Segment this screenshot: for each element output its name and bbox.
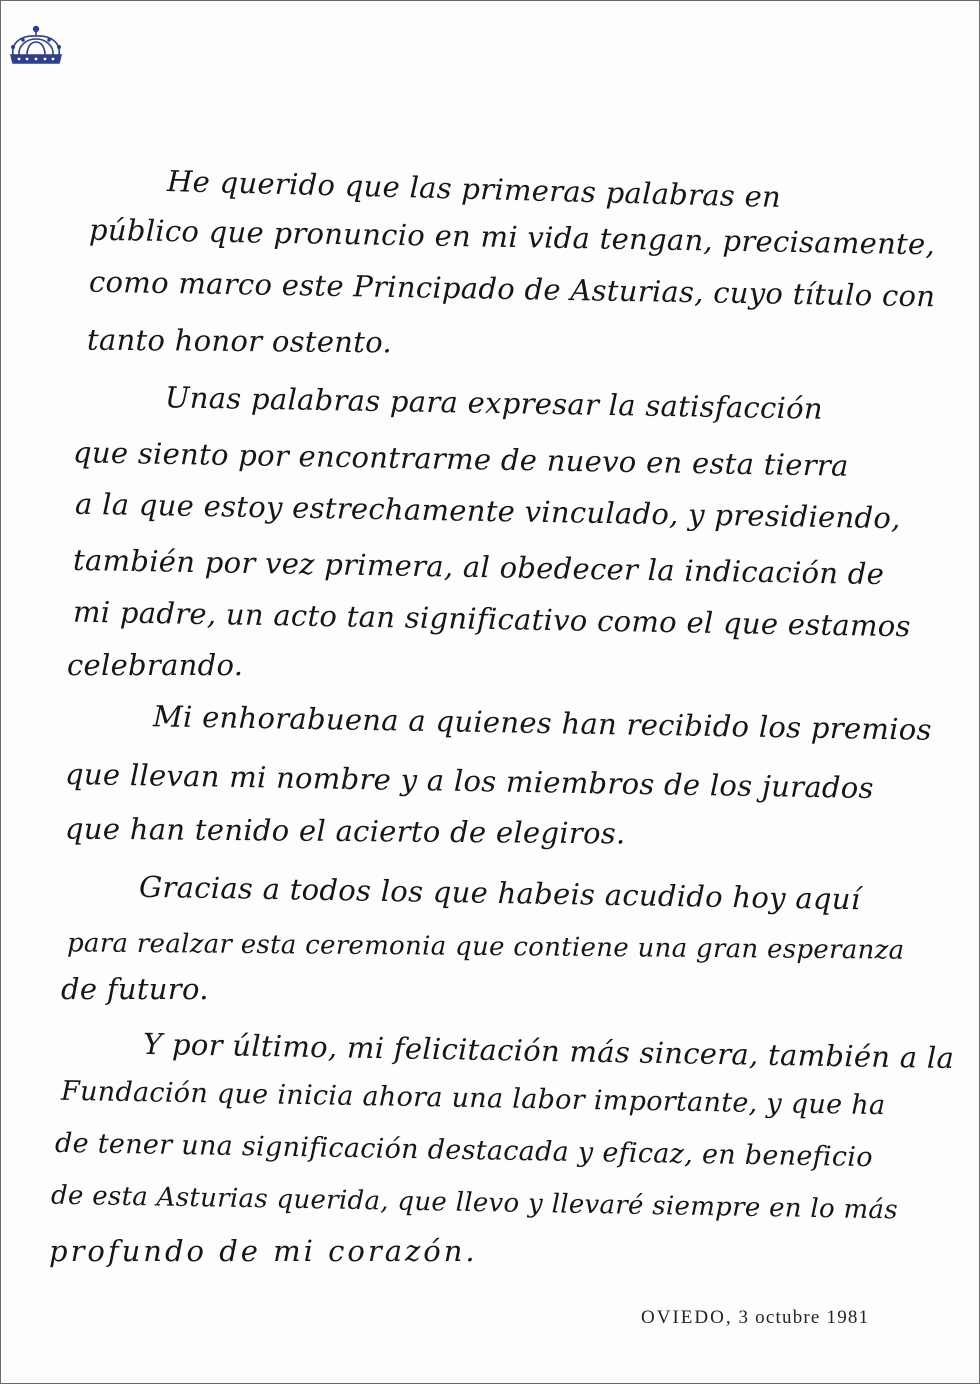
letter-line: He querido que las primeras palabras en xyxy=(166,163,782,215)
letter-line: que siento por encontrarme de nuevo en esta tierra xyxy=(72,435,849,483)
letter-line: profundo de mi corazón. xyxy=(49,1234,478,1268)
letter-line: Y por último, mi felicitación más sincera, también a la xyxy=(142,1026,955,1076)
letter-line: para realzar esta ceremonia que contiene una gran esperanza xyxy=(66,928,905,966)
letter-line: celebrando. xyxy=(67,648,244,682)
letter-line: también por vez primera, al obedecer la indicación de xyxy=(72,542,885,592)
letter-date: 3 octubre 1981 xyxy=(738,1307,870,1328)
letter-line: a la que estoy estrechamente vinculado, y presidiendo, xyxy=(74,486,901,536)
place-city: OVIEDO, xyxy=(641,1307,733,1328)
letter-line: que llevan mi nombre y a los miembros de los jurados xyxy=(64,756,875,806)
letter-line: de futuro. xyxy=(61,972,209,1006)
letter-line: de tener una significación destacada y eficaz, en beneficio xyxy=(54,1127,874,1174)
letter-line: que han tenido el acierto de elegiros. xyxy=(64,811,626,851)
letter-line: de esta Asturias querida, que llevo y llevaré siempre en lo más xyxy=(50,1180,899,1226)
letter-line: Fundación que inicia ahora una labor importante, y que ha xyxy=(60,1075,886,1122)
letter-line: Gracias a todos los que habeis acudido hoy aquí xyxy=(138,869,861,917)
letter-line: Unas palabras para expresar la satisfacción xyxy=(164,380,824,426)
letter-line: público que pronuncio en mi vida tengan, precisamente, xyxy=(88,212,936,262)
letter-line: como marco este Principado de Asturias, cuyo título con xyxy=(88,264,936,314)
place-date xyxy=(641,1307,869,1329)
letter-line: tanto honor ostento. xyxy=(86,322,393,360)
letter-line: mi padre, un acto tan significativo como el que estamos xyxy=(72,594,912,644)
letter-line: Mi enhorabuena a quienes han recibido los premios xyxy=(152,699,933,747)
royal-crown-icon xyxy=(7,25,65,67)
